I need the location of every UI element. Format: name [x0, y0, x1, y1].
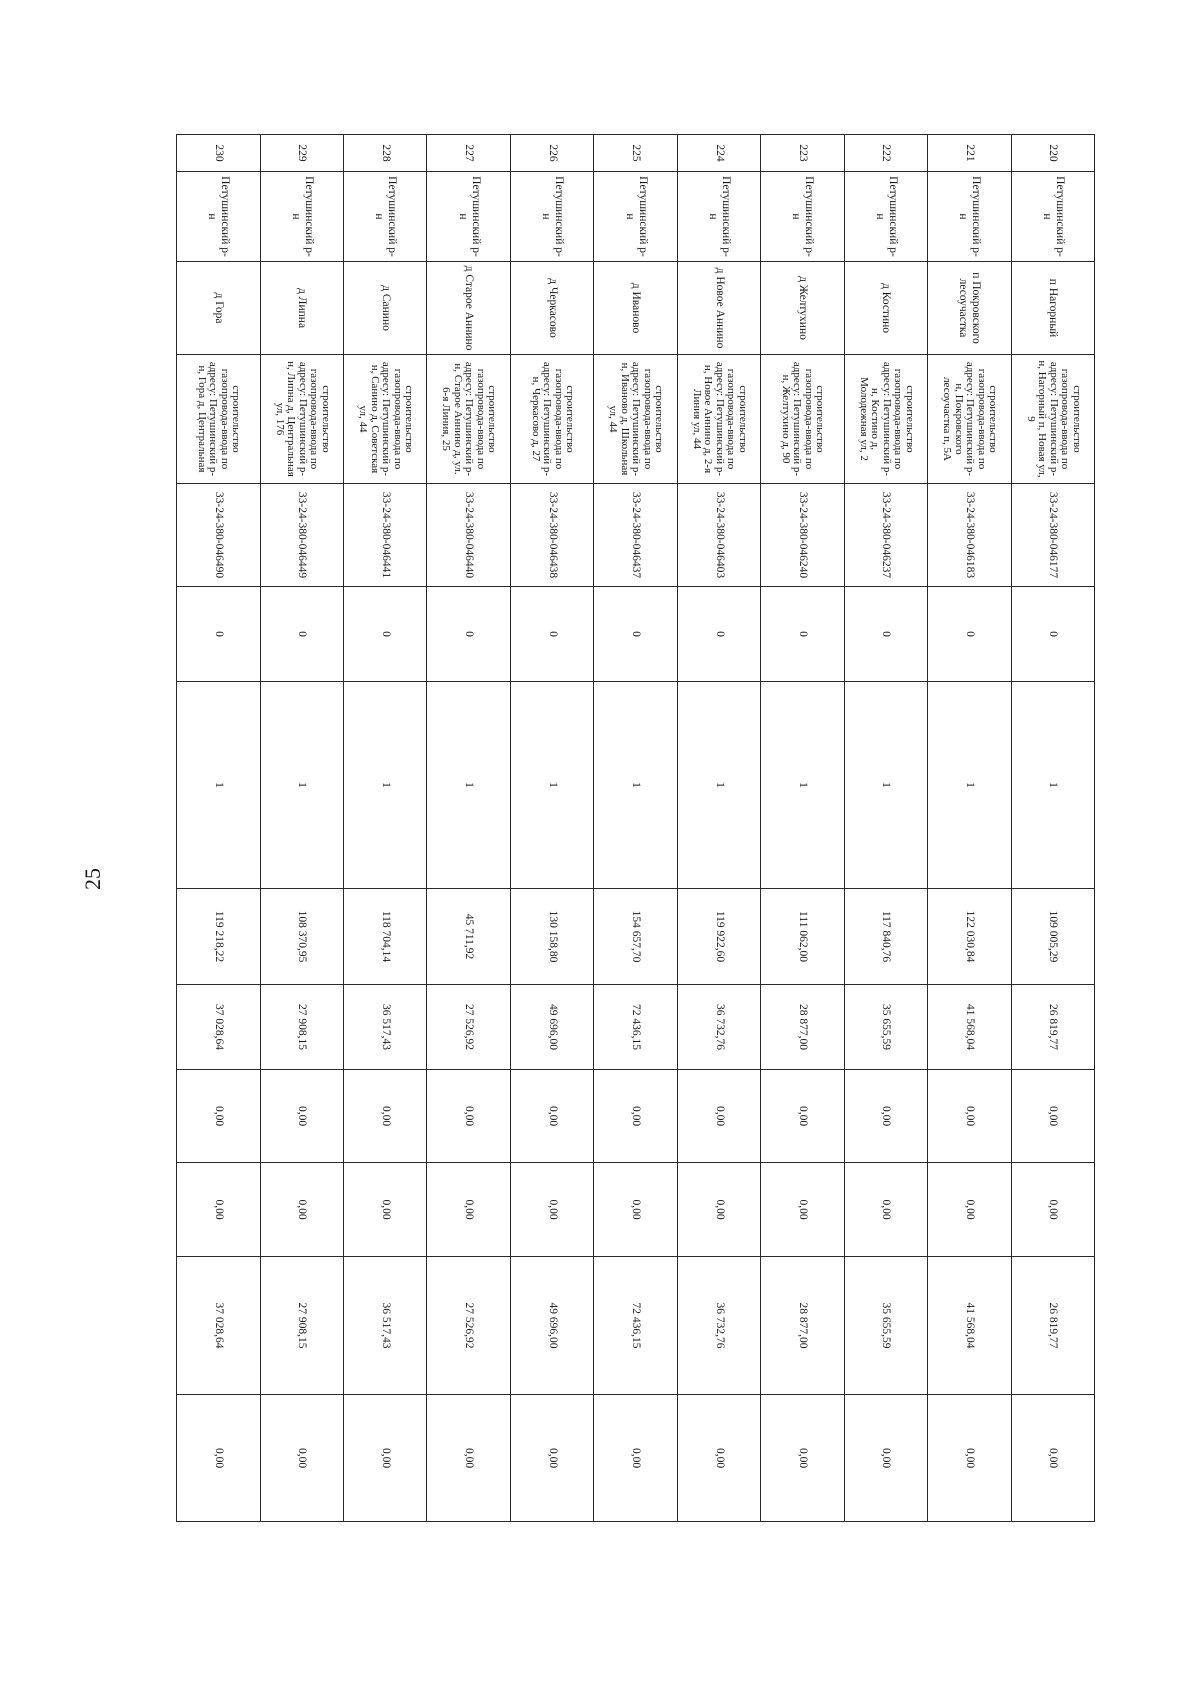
col8-cell: 45 711,92 — [427, 889, 510, 985]
row-number-cell: 225 — [594, 135, 677, 172]
district-cell: Петушинский р-н — [344, 172, 427, 262]
description-cell: строительство газопровода-ввода по адресу: Петушинский р-н, Липна д, Центральная ул, 176 — [260, 355, 343, 484]
col8-cell: 109 005,29 — [1011, 889, 1094, 985]
table-row — [260, 135, 343, 1522]
table-row — [928, 135, 1011, 1522]
col8-cell: 122 030,84 — [928, 889, 1011, 985]
code-cell: 33-24-380-046449 — [260, 484, 343, 587]
col11-cell: 0,00 — [427, 1163, 510, 1257]
col8-cell: 119 922,60 — [677, 889, 760, 985]
col6-cell: 0 — [928, 587, 1011, 682]
code-cell: 33-24-380-046240 — [761, 484, 844, 587]
locality-cell: п Нагорный — [1011, 262, 1094, 355]
col12-cell: 49 696,00 — [510, 1257, 593, 1395]
col12-cell: 41 568,04 — [928, 1257, 1011, 1395]
col7-cell: 1 — [594, 682, 677, 889]
col12-cell: 37 028,64 — [177, 1257, 260, 1395]
locality-cell: д Санино — [344, 262, 427, 355]
col6-cell: 0 — [1011, 587, 1094, 682]
code-cell: 33-24-380-046441 — [344, 484, 427, 587]
district-cell: Петушинский р-н — [177, 172, 260, 262]
row-number-cell: 224 — [677, 135, 760, 172]
col10-cell: 0,00 — [594, 1070, 677, 1163]
code-cell: 33-24-380-046403 — [677, 484, 760, 587]
row-number-cell: 227 — [427, 135, 510, 172]
code-cell: 33-24-380-046440 — [427, 484, 510, 587]
description-cell: строительство газопровода-ввода по адресу: Петушинский р-н, Покровского лесоучастка п, 5А — [928, 355, 1011, 484]
table-row — [761, 135, 844, 1522]
col13-cell: 0,00 — [928, 1395, 1011, 1522]
col13-cell: 0,00 — [594, 1395, 677, 1522]
description-cell: строительство газопровода-ввода по адресу: Петушинский р-н, Иваново д, Школьная ул, 44 — [594, 355, 677, 484]
col10-cell: 0,00 — [427, 1070, 510, 1163]
district-cell: Петушинский р-н — [510, 172, 593, 262]
col7-cell: 1 — [427, 682, 510, 889]
col7-cell: 1 — [260, 682, 343, 889]
col6-cell: 0 — [677, 587, 760, 682]
col6-cell: 0 — [594, 587, 677, 682]
col11-cell: 0,00 — [677, 1163, 760, 1257]
table-row — [1011, 135, 1094, 1522]
col7-cell: 1 — [177, 682, 260, 889]
locality-cell: д Липна — [260, 262, 343, 355]
locality-cell: д Желтухино — [761, 262, 844, 355]
col9-cell: 37 028,64 — [177, 985, 260, 1070]
code-cell: 33-24-380-046437 — [594, 484, 677, 587]
col9-cell: 35 655,59 — [844, 985, 927, 1070]
col8-cell: 154 657,70 — [594, 889, 677, 985]
locality-cell: д Новое Аннино — [677, 262, 760, 355]
district-cell: Петушинский р-н — [928, 172, 1011, 262]
district-cell: Петушинский р-н — [594, 172, 677, 262]
col11-cell: 0,00 — [594, 1163, 677, 1257]
col13-cell: 0,00 — [510, 1395, 593, 1522]
col12-cell: 27 526,92 — [427, 1257, 510, 1395]
description-cell: строительство газопровода-ввода по адресу: Петушинский р-н, Желтухино д, 90 — [761, 355, 844, 484]
locality-cell: д Черкасово — [510, 262, 593, 355]
locality-cell: п Покровского лесоучастка — [928, 262, 1011, 355]
col10-cell: 0,00 — [177, 1070, 260, 1163]
col6-cell: 0 — [510, 587, 593, 682]
col12-cell: 28 877,00 — [761, 1257, 844, 1395]
col8-cell: 119 218,22 — [177, 889, 260, 985]
row-number-cell: 226 — [510, 135, 593, 172]
table-row — [844, 135, 927, 1522]
row-number-cell: 228 — [344, 135, 427, 172]
col7-cell: 1 — [844, 682, 927, 889]
col13-cell: 0,00 — [677, 1395, 760, 1522]
row-number-cell: 223 — [761, 135, 844, 172]
district-cell: Петушинский р-н — [1011, 172, 1094, 262]
col7-cell: 1 — [1011, 682, 1094, 889]
table-body — [177, 135, 1095, 1522]
table-container — [177, 134, 1095, 1521]
locality-cell: д Иваново — [594, 262, 677, 355]
col11-cell: 0,00 — [928, 1163, 1011, 1257]
col12-cell: 27 908,15 — [260, 1257, 343, 1395]
col10-cell: 0,00 — [761, 1070, 844, 1163]
col7-cell: 1 — [928, 682, 1011, 889]
description-cell: строительство газопровода-ввода по адресу: Петушинский р-н, Черкасово д, 27 — [510, 355, 593, 484]
description-cell: строительство газопровода-ввода по адресу: Петушинский р-н, Гора д, Центральная — [177, 355, 260, 484]
col10-cell: 0,00 — [928, 1070, 1011, 1163]
col12-cell: 26 819,77 — [1011, 1257, 1094, 1395]
col6-cell: 0 — [177, 587, 260, 682]
locality-cell: д Костино — [844, 262, 927, 355]
table-row — [677, 135, 760, 1522]
table-row — [594, 135, 677, 1522]
col13-cell: 0,00 — [344, 1395, 427, 1522]
district-cell: Петушинский р-н — [677, 172, 760, 262]
table-row — [344, 135, 427, 1522]
code-cell: 33-24-380-046438 — [510, 484, 593, 587]
locality-cell: д Гора — [177, 262, 260, 355]
col13-cell: 0,00 — [427, 1395, 510, 1522]
col10-cell: 0,00 — [677, 1070, 760, 1163]
col9-cell: 72 436,15 — [594, 985, 677, 1070]
col9-cell: 49 696,00 — [510, 985, 593, 1070]
col13-cell: 0,00 — [177, 1395, 260, 1522]
col13-cell: 0,00 — [260, 1395, 343, 1522]
row-number-cell: 221 — [928, 135, 1011, 172]
col7-cell: 1 — [761, 682, 844, 889]
description-cell: строительство газопровода-ввода по адресу: Петушинский р-н, Новое Аннино д, 2-я Линия ул, 44 — [677, 355, 760, 484]
col10-cell: 0,00 — [1011, 1070, 1094, 1163]
row-number-cell: 229 — [260, 135, 343, 172]
col9-cell: 26 819,77 — [1011, 985, 1094, 1070]
row-number-cell: 220 — [1011, 135, 1094, 172]
col11-cell: 0,00 — [844, 1163, 927, 1257]
col10-cell: 0,00 — [510, 1070, 593, 1163]
col9-cell: 36 517,43 — [344, 985, 427, 1070]
col12-cell: 35 655,59 — [844, 1257, 927, 1395]
code-cell: 33-24-380-046490 — [177, 484, 260, 587]
col6-cell: 0 — [260, 587, 343, 682]
col8-cell: 108 370,95 — [260, 889, 343, 985]
col11-cell: 0,00 — [260, 1163, 343, 1257]
district-cell: Петушинский р-н — [761, 172, 844, 262]
row-number-cell: 230 — [177, 135, 260, 172]
row-number-cell: 222 — [844, 135, 927, 172]
col8-cell: 117 840,76 — [844, 889, 927, 985]
description-cell: строительство газопровода-ввода по адресу: Петушинский р-н, Костино д, Молодежная ул, 2 — [844, 355, 927, 484]
col9-cell: 27 526,92 — [427, 985, 510, 1070]
col8-cell: 118 704,14 — [344, 889, 427, 985]
col8-cell: 111 062,00 — [761, 889, 844, 985]
description-cell: строительство газопровода-ввода по адресу: Петушинский р-н, Нагорный п, Новая ул, 9 — [1011, 355, 1094, 484]
page-number: 25 — [80, 868, 105, 890]
col12-cell: 72 436,15 — [594, 1257, 677, 1395]
col9-cell: 36 732,76 — [677, 985, 760, 1070]
col13-cell: 0,00 — [761, 1395, 844, 1522]
col13-cell: 0,00 — [844, 1395, 927, 1522]
col12-cell: 36 732,76 — [677, 1257, 760, 1395]
code-cell: 33-24-380-046183 — [928, 484, 1011, 587]
col13-cell: 0,00 — [1011, 1395, 1094, 1522]
col10-cell: 0,00 — [260, 1070, 343, 1163]
col6-cell: 0 — [344, 587, 427, 682]
col11-cell: 0,00 — [177, 1163, 260, 1257]
district-cell: Петушинский р-н — [427, 172, 510, 262]
col12-cell: 36 517,43 — [344, 1257, 427, 1395]
col9-cell: 41 568,04 — [928, 985, 1011, 1070]
col7-cell: 1 — [344, 682, 427, 889]
col11-cell: 0,00 — [1011, 1163, 1094, 1257]
code-cell: 33-24-380-046237 — [844, 484, 927, 587]
col6-cell: 0 — [761, 587, 844, 682]
col11-cell: 0,00 — [761, 1163, 844, 1257]
locality-cell: д Старое Аннино — [427, 262, 510, 355]
code-cell: 33-24-380-046177 — [1011, 484, 1094, 587]
col10-cell: 0,00 — [344, 1070, 427, 1163]
col7-cell: 1 — [510, 682, 593, 889]
col7-cell: 1 — [677, 682, 760, 889]
col11-cell: 0,00 — [510, 1163, 593, 1257]
table-row — [427, 135, 510, 1522]
district-cell: Петушинский р-н — [260, 172, 343, 262]
table-row — [510, 135, 593, 1522]
col8-cell: 130 158,80 — [510, 889, 593, 985]
col11-cell: 0,00 — [344, 1163, 427, 1257]
col9-cell: 28 877,00 — [761, 985, 844, 1070]
description-cell: строительство газопровода-ввода по адресу: Петушинский р-н, Старое Аннино д, ул. 6-я Линия, 25 — [427, 355, 510, 484]
description-cell: строительство газопровода-ввода по адресу: Петушинский р-н, Санино д, Советская ул, 44 — [344, 355, 427, 484]
data-table — [176, 134, 1095, 1522]
col6-cell: 0 — [427, 587, 510, 682]
table-row — [177, 135, 260, 1522]
col6-cell: 0 — [844, 587, 927, 682]
col9-cell: 27 908,15 — [260, 985, 343, 1070]
district-cell: Петушинский р-н — [844, 172, 927, 262]
col10-cell: 0,00 — [844, 1070, 927, 1163]
